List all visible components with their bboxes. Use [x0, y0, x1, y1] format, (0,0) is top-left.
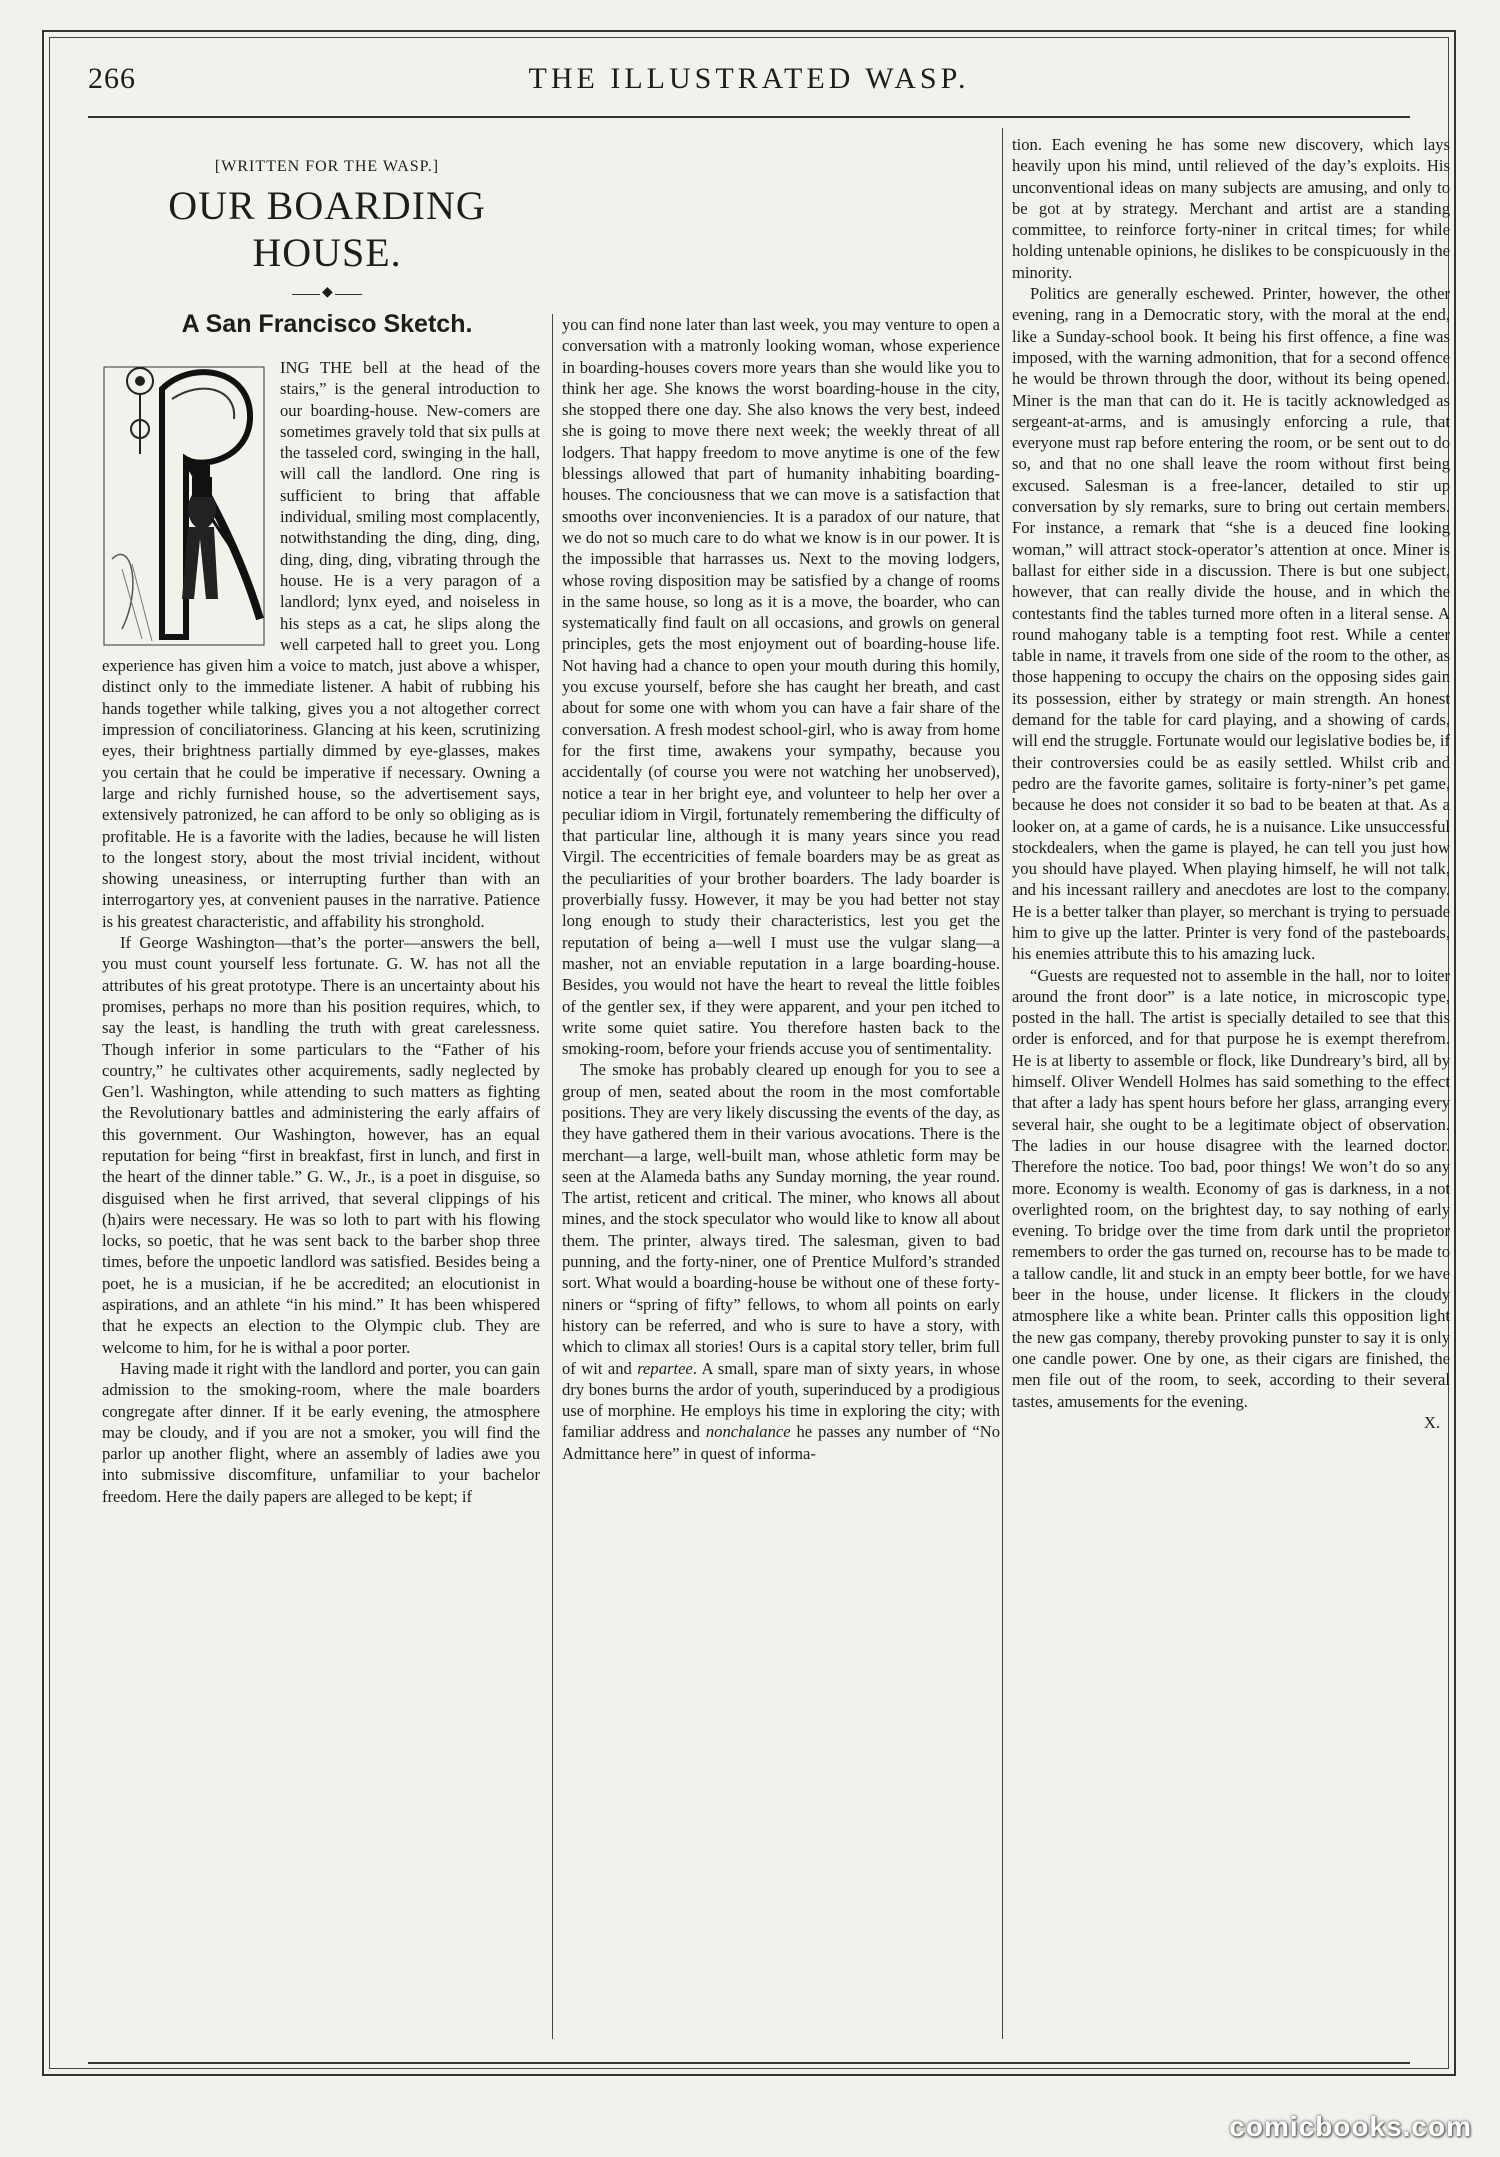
paragraph: you can find none later than last week, you may venture to open a conversation with a matronly looking woman, whose experience in boarding-houses covers more years than she would like you to think her age. She knows the worst boarding-house in the city, she stopped there one day. She also knows the very best, indeed she is going to move there next week; the weekly threat of all lodgers. That happy freedom to move anytime is one of the few blessings allowed that part of humanity inhabiting boarding-houses. The conciousness that we can move is a satisfaction that smooths over inconveniencies. It is a paradox of our nature, that we do not so much care to do what we know is in our power. It is the impossible that harrasses us. Next to the moving lodgers, whose roving disposition may be satisfied by a change of rooms in the same house, so long as it is a move, the boarder, who can systematically find fault on all occasions, and growls on general principles, gets the most enjoyment out of boarding-house life. Not having had a chance to open your mouth during this homily, you excuse yourself, before she has caught her breath, and cast about for some one with whom you can have a fair share of the conversation. A fresh modest school-girl, who is away from home for the first time, awakens your sympathy, because you accidentally (of course you were not watching her unobserved), notice a tear in her bright eye, and volunteer to help her over a peculiar idiom in Virgil, fortunately remembering the difficulty of that particular line, although it is many years since you read Virgil. The eccentricities of female boarders may be as great as the peculiarities of your brother boarders. The lady boarder is proverbially fussy. However, it may be you had better not stay long enough to study their characteristics, lest you get the reputation of being a—well I must use the vulgar slang—a masher, not an enviable reputation in a large boarding-house. Besides, you would not have the heart to reveal the little foibles of the gentler sex, if they were apparent, and your pen itched to write some quiet satire. You therefore hasten back to the smoking-room, before your friends accuse you of sentimentality. — [562, 315, 1000, 1059]
italic-word: nonchalance — [705, 1422, 791, 1442]
paragraph: Having made it right with the landlord and porter, you can gain admission to the smoking-room, where the male boarders congregate after dinner. If it be early evening, the atmosphere may be cloudy, and if you are not a smoker, you will find the parlor up another flight, where an assembly of ladies awe you into submissive discomfiture, unfamiliar to your bachelor freedom. Here the daily papers are alleged to be kept; if — [102, 1358, 540, 1506]
page-header — [88, 54, 1410, 102]
column-divider — [552, 314, 553, 2039]
paragraph: If George Washington—that’s the porter—answers the bell, you must count yourself less fortunate. G. W. has not all the attributes of his great prototype. There is an uncertainty about his promises, perhaps no more than his position requires, which, to say the least, is handling the truth with great carelessness. Though inferior in some particulars to the “Father of his country,” he cultivates other acquirements, sadly neglected by Gen’l. Washington, while attending to such matters as fighting the Revolutionary battles and administering the early affairs of this government. Our Washington, however, has an equal reputation for being “first in breakfast, first in lunch, and first in the heart of the dinner table.” G. W., Jr., is a poet in disguise, so disguised when he first arrived, that several clippings of his (h)airs were necessary. He was so loth to part with his flowing locks, so poetic, that he was sent back to the barber shop three times, before the unpoetic landlord was satisfied. Besides being a poet, he is a musician, if he be accredited; an elocutionist in aspirations, and an athlete “in his mind.” It has been whispered that he expects an election to the Olympic club. They are welcome to him, for he is withal a poor porter. — [102, 933, 540, 1357]
column-divider — [1002, 128, 1003, 2039]
article-subheadline: A San Francisco Sketch. — [181, 310, 473, 338]
header-rule — [88, 116, 1410, 118]
article-headline: OUR BOARDING HOUSE. — [168, 183, 486, 275]
paragraph: “Guests are requested not to assemble in the hall, nor to loiter around the front door” is a late notice, in microscopic type, posted in the hall. The artist is specially detailed to see that this order is enforced, and for that purpose he is exempt therefrom. He is at liberty to assemble or flock, like Dundreary’s bird, all by himself. Oliver Wendell Holmes has said something to the effect that after a lady has spent hours before her glass, arranging every several hair, she ought to be a legitimate object of observation. The ladies in our house disagree with the learned doctor. Therefore the notice. Too bad, poor things! We won’t do so any more. Economy is wealth. Economy of gas is darkness, in a not overlighted room, on the brightest day, to say nothing of early evening. To bridge over the time from dark until the proprietor remembers to order the gas turned on, recourse has to be made to a tallow candle, lit and stuck in an empty beer bottle, for we have beer in the house, under license. It flickers in the cloudy atmosphere like a white bean. Printer calls this opposition light the new gas company, thereby provoking punster to say it is only one candle power. One by one, as their cigars are finished, the men file out of the room, to seek, according to their several tastes, amusements for the evening. — [1012, 965, 1450, 1411]
page-number: 266 — [88, 62, 136, 95]
newspaper-page — [42, 30, 1456, 2076]
illustrated-drop-cap — [102, 359, 270, 651]
publication-title: THE ILLUSTRATED WASP. — [528, 62, 970, 95]
author-signature: X. — [1423, 1412, 1440, 1432]
paragraph: Politics are generally eschewed. Printer, however, the other evening, rang in a Democratic story, with the moral at the end, like a Sunday-school book. It being his first offence, a fine was imposed, with the warning admonition, that for a second offence he would be thrown through the door, without its being opened. Miner is the man that can do it. He is tacitly acknowledged as sergeant-at-arms, and is amusingly enforcing a rule, that everyone must rap before entering the room, or be sent out to do so, and that no one shall leave the room without first being excused. Salesman is a free-lancer, detailed to stir up conversation by sly remarks, sure to bring out certain members. For instance, a remark that “she is a deuced fine looking woman,” will attract stock-operator’s attention at once. Miner is ballast for either side in a discussion. There is but one subject, however, that can really divide the house, and in which the contestants find the tables turned more often in a literal sense. A round mahogany table is a tempting foot rest. While a center table in name, it travels from one side of the room to the other, as those happening to occupy the chairs on the opposing sides gain its possession, either by strategy or main strength. An honest demand for the table for card playing, and a showing of cards, will end the struggle. Fortunate would our legislative bodies be, if their controversies could be as easily settled. Whilst crib and pedro are the favorite games, solitaire is forty-niner’s pet game, because he does not consider it so bad to be beaten at that. As a looker on, at a game of cards, he is a nuisance. Like unsuccessful stockdealers, when the game is played, he can tell you just how you should have played. When playing himself, he will not talk, and his incessant raillery and anecdotes are lost to the company. He is a better talker than player, so merchant is trying to persuade him to give up the latter. Printer is very fond of the pasteboards, his enemies attribute this to his amazing luck. — [1012, 284, 1450, 964]
article-column-3 — [1012, 134, 1450, 1433]
article-heading — [104, 128, 550, 339]
paragraph: tion. Each evening he has some new discovery, which lays heavily upon his mind, until relieved of the day’s exploits. His unconventional ideas on many subjects are amusing, and only to be got at by strategy. Merchant and artist are a standing committee, to reinforce forty-niner in critcal times; for while holding untenable opinions, he dislikes to be conspicuously in the minority. — [1012, 135, 1450, 282]
site-watermark: comicbooks.com — [1229, 2111, 1472, 2142]
article-column-1 — [102, 357, 540, 1507]
article-kicker: [WRITTEN FOR THE WASP.] — [214, 158, 440, 175]
paragraph: ING THE bell at the head of the stairs,” is the general introduction to our boarding-house. New-comers are sometimes gravely told that six pulls at the tasseled cord, swinging in the hall, will call the landlord. One ring is sufficient to bring that affable individual, smiling most complacently, notwithstanding the ding, ding, ding, ding, ding, ding, vibrating through the house. He is a very paragon of a landlord; lynx eyed, and noiseless in his steps as a cat, he slips along the well carpeted hall to greet you. Long experience has given him a voice to match, just above a whisper, distinct only to the immediate listener. A habit of rubbing his hands together while talking, gives you a not altogether correct impression of conciliatoriness. Glancing at his keen, scrutinizing eyes, their brightness partially dimmed by eye-glasses, makes you certain that he could be imperative if necessary. Owning a large and richly furnished house, so the advertisement says, extensively patronized, he can afford to be only so obliging as is profitable. He is a favorite with the ladies, because he will listen to the longest story, about the most trivial incident, without showing uneasiness, or interrupting further than with an interrogartory yes, at convenient pauses in the narrative. Patience is his greatest characteristic, and affability his stronghold. — [102, 358, 540, 931]
italic-word: repartee — [637, 1358, 693, 1378]
ornament-divider — [292, 290, 362, 300]
article-column-2 — [562, 314, 1000, 1464]
paragraph: The smoke has probably cleared up enough for you to see a group of men, seated about the room in the most comfortable positions. They are very likely discussing the events of the day, as they have gathered them in their various avocations. There is the merchant—a large, well-built man, whose athletic form may be seen at the Alameda baths any Sunday morning, the year round. The artist, reticent and critical. The miner, who knows all about mines, and the stock speculator who would like to know all about them. The printer, always tired. The salesman, given to bad punning, and the forty-niner, one of Prentice Mulford’s stranded sort. What would a boarding-house be without one of these forty-niners or “spring of fifty” fellows, to whom all points on early history can be referred, and who is sure to have a story, with which to climax all stories! Ours is a capital story teller, brim full of wit and repartee. A small, spare man of sixty years, in whose dry bones burns the ardor of youth, superinduced by a prodigious use of morphine. He employs his time in exploring the city; with familiar address and nonchalance he passes any number of “No Admittance here” in quest of informa- — [562, 1060, 1000, 1463]
footer-rule — [88, 2062, 1410, 2064]
